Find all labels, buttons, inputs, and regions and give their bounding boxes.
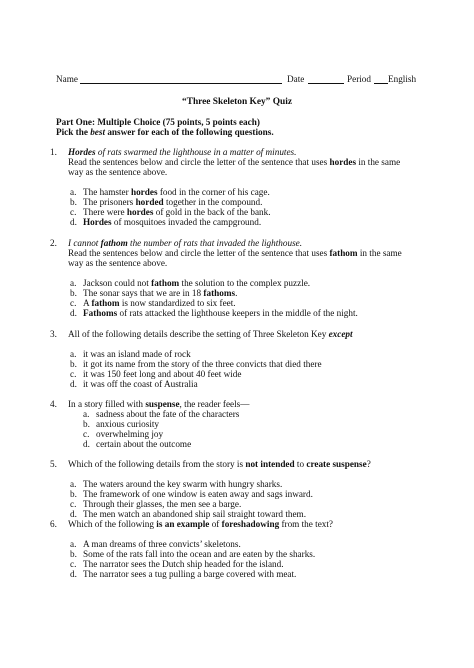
option-6b[interactable]: b. Some of the rats fall into the ocean and are eaten by the sharks. [70,549,316,559]
question-number: 1. [50,147,57,157]
question-number: 5. [50,459,57,469]
option-4a[interactable]: a. sadness about the fate of the characters [83,409,240,419]
question-prompt: In a story filled with suspense, the reader feels— [68,399,250,409]
option-3a[interactable]: a. it was an island made of rock [70,349,191,359]
option-3c[interactable]: c. it was 150 feet long and about 40 feet wide [70,369,242,379]
question-instruction: Read the sentences below and circle the letter of the sentence that uses hordes in the same [68,157,401,167]
question-number: 2. [50,238,57,248]
question-prompt: I cannot fathom the number of rats that invaded the lighthouse. [68,238,303,248]
date-label: Date [287,74,305,84]
question-prompt: All of the following details describe the setting of Three Skeleton Key except [68,329,353,339]
question-prompt: Which of the following details from the story is not intended to create suspense? [68,459,371,469]
option-6d[interactable]: d. The narrator sees a tug pulling a barge covered with meat. [70,569,297,579]
question-instruction-cont: way as the sentence above. [68,167,168,177]
option-5d[interactable]: d. The men watch an abandoned ship sail straight toward them. [70,509,306,519]
option-5c[interactable]: c. Through their glasses, the men see a barge. [70,499,242,509]
option-2a[interactable]: a. Jackson could not fathom the solution to the complex puzzle. [70,278,311,288]
option-2b[interactable]: b. The sonar says that we are in 18 fathoms. [70,288,238,298]
date-blank[interactable] [308,75,344,84]
question-number: 6. [50,519,57,529]
quiz-title: “Three Skeleton Key” Quiz [182,97,292,107]
option-2d[interactable]: d. Fathoms of rats attacked the lighthouse keepers in the middle of the night. [70,308,358,318]
question-instruction-cont: way as the sentence above. [68,258,168,268]
option-6c[interactable]: c. The narrator sees the Dutch ship headed for the island. [70,559,284,569]
period-label: Period [347,74,371,84]
part-one-instruction: Pick the best answer for each of the following questions. [56,127,274,137]
question-number: 4. [50,399,57,409]
question-prompt: Which of the following is an example of foreshadowing from the text? [68,519,334,529]
name-blank[interactable] [80,75,282,84]
name-label: Name [56,74,78,84]
option-3d[interactable]: d. it was off the coast of Australia [70,379,198,389]
option-6a[interactable]: a. A man dreams of three convicts’ skeletons. [70,539,241,549]
period-blank[interactable] [374,75,388,84]
option-1d[interactable]: d. Hordes of mosquitoes invaded the campground. [70,217,262,227]
option-1c[interactable]: c. There were hordes of gold in the back of the bank. [70,207,271,217]
question-prompt: Hordes of rats swarmed the lighthouse in a matter of minutes. [68,147,297,157]
option-5b[interactable]: b. The framework of one window is eaten away and sags inward. [70,489,313,499]
option-4d[interactable]: d. certain about the outcome [83,439,192,449]
option-3b[interactable]: b. it got its name from the story of the three convicts that died there [70,359,322,369]
option-2c[interactable]: c. A fathom is now standardized to six feet. [70,298,236,308]
option-5a[interactable]: a. The waters around the key swarm with hungry sharks. [70,479,283,489]
part-one-heading: Part One: Multiple Choice (75 points, 5 points each) [56,117,260,127]
option-4c[interactable]: c. overwhelming joy [83,429,164,439]
english-label: English [388,74,417,84]
question-instruction: Read the sentences below and circle the letter of the sentence that uses fathom in the same [68,248,402,258]
option-4b[interactable]: b. anxious curiosity [83,419,160,429]
option-1a[interactable]: a. The hamster hordes food in the corner of his cage. [70,187,270,197]
option-1b[interactable]: b. The prisoners horded together in the compound. [70,197,263,207]
question-number: 3. [50,329,57,339]
